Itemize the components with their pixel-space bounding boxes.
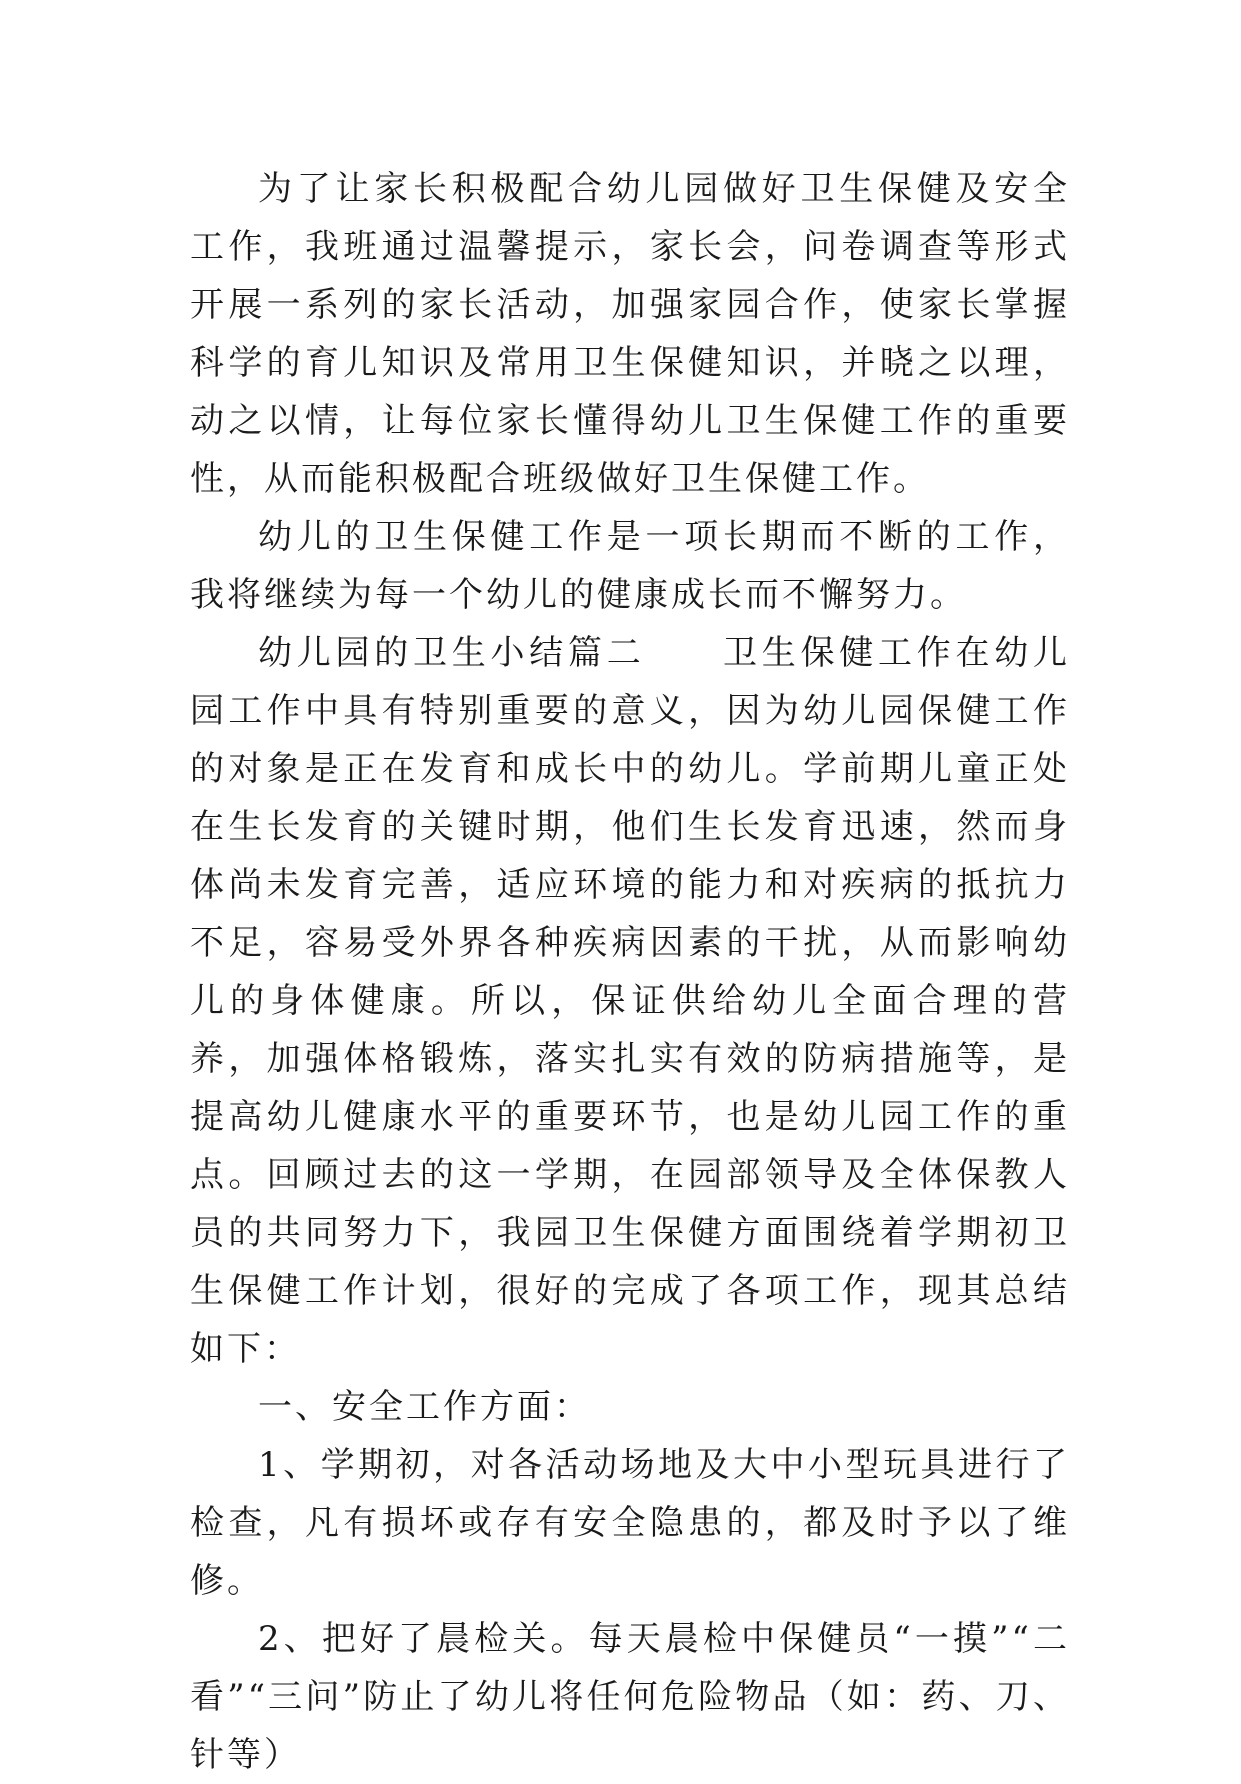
paragraph-item-2: 2、把好了晨检关。每天晨检中保健员“一摸”“二看”“三问”防止了幼儿将任何危险物品（如：药、刀、针等） [190,1619,1070,1775]
paragraph-parent-cooperation: 为了让家长积极配合幼儿园做好卫生保健及安全工作，我班通过温馨提示，家长会，问卷调查等形式开展一系列的家长活动，加强家园合作，使家长掌握科学的育儿知识及常用卫生保健知识，并晓之以理，动之以情，让每位家长懂得幼儿卫生保健工作的重要性，从而能积极配合班级做好卫生保健工作。 [190,169,1070,499]
paragraph-long-term-work: 幼儿的卫生保健工作是一项长期而不断的工作，我将继续为每一个幼儿的健康成长而不懈努力。 [190,517,1070,615]
paragraph-item-1: 1、学期初，对各活动场地及大中小型玩具进行了检查，凡有损坏或存有安全隐患的，都及时予以了维修。 [190,1445,1070,1601]
paragraph-summary-part-two: 幼儿园的卫生小结篇二 卫生保健工作在幼儿园工作中具有特别重要的意义，因为幼儿园保健工作的对象是正在发育和成长中的幼儿。学前期儿童正处在生长发育的关键时期，他们生长发育迅速，然而身体尚未发育完善，适应环境的能力和对疾病的抵抗力不足，容易受外界各种疾病因素的干扰，从而影响幼儿的身体健康。所以，保证供给幼儿全面合理的营养，加强体格锻炼，落实扎实有效的防病措施等，是提高幼儿健康水平的重要环节，也是幼儿园工作的重点。回顾过去的这一学期，在园部领导及全体保教人员的共同努力下，我园卫生保健方面围绕着学期初卫生保健工作计划，很好的完成了各项工作，现其总结如下： [190,633,1070,1369]
document-body [190,160,1070,1784]
section-heading-safety: 一、安全工作方面： [258,1387,591,1427]
